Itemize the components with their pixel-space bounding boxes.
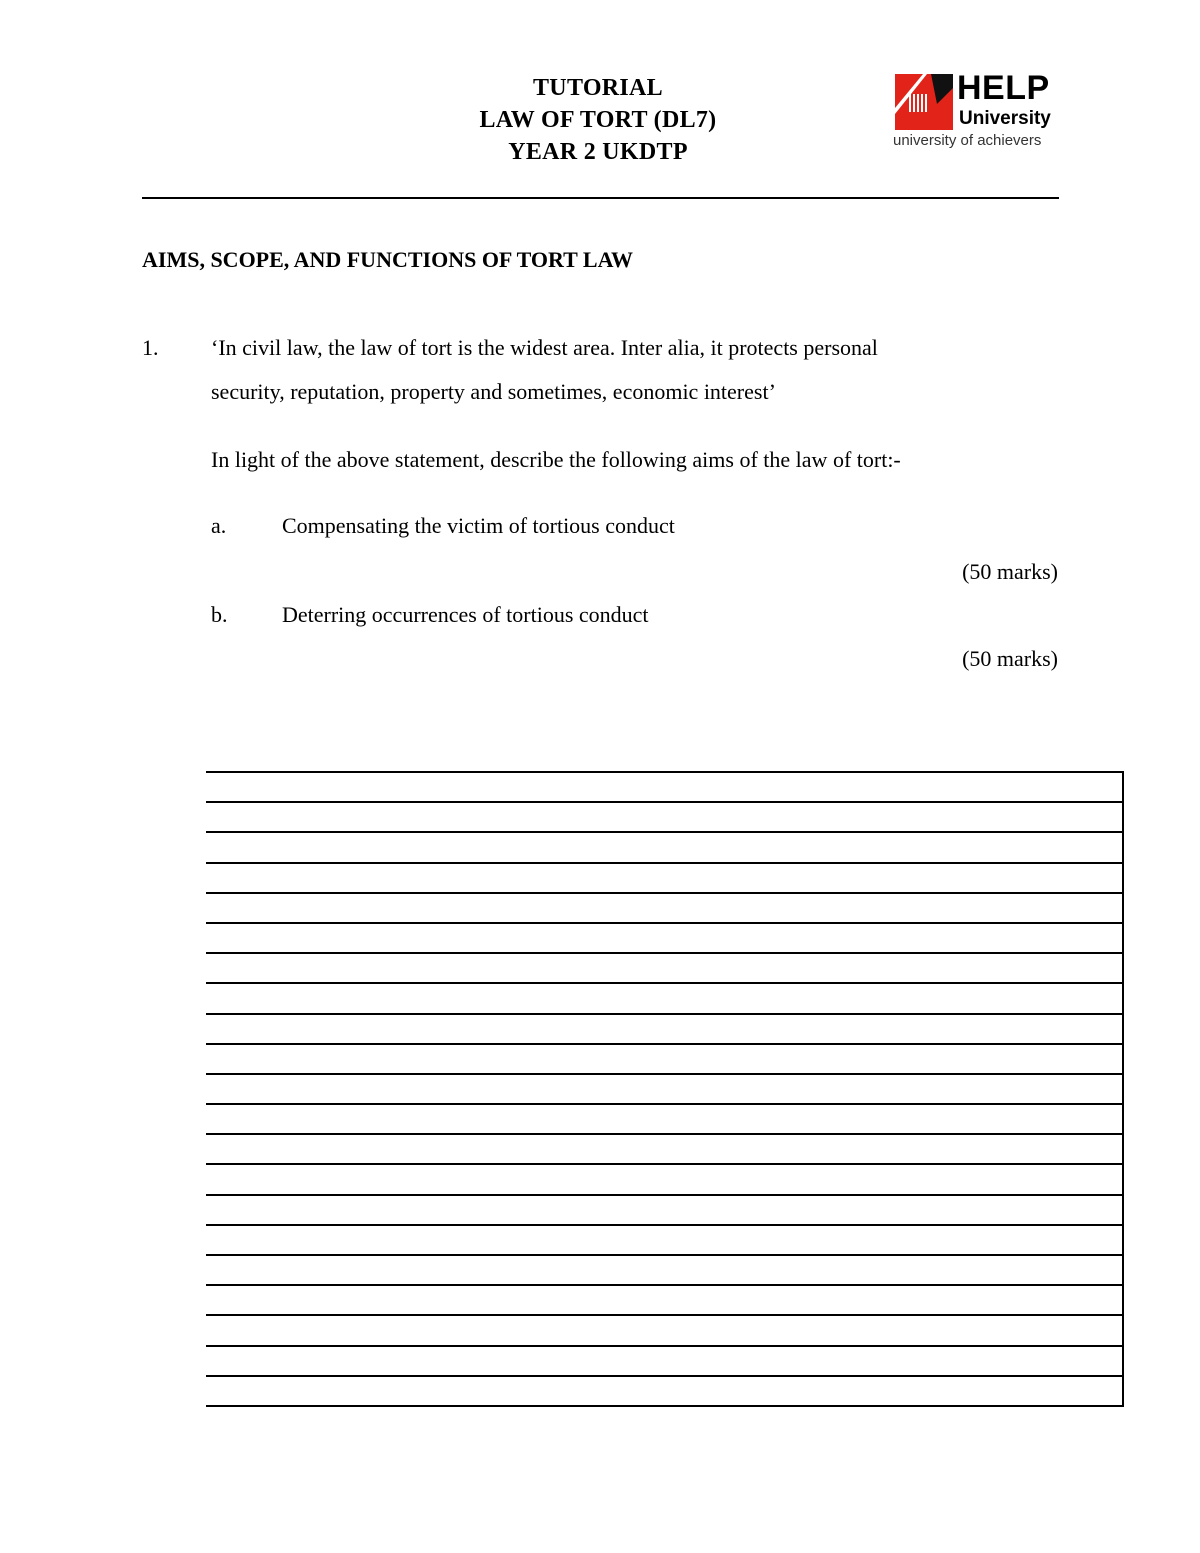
question-quote-line-2: security, reputation, property and sometimes, economic interest’	[211, 379, 776, 404]
header-year: YEAR 2 UKDTP	[508, 139, 688, 165]
logo-brand: HELP	[957, 69, 1050, 107]
item-b-label: b.	[211, 602, 228, 627]
document-header	[400, 72, 796, 168]
item-b-marks: (50 marks)	[962, 646, 1058, 671]
answer-line	[206, 952, 1124, 954]
question-instruction: In light of the above statement, describe the following aims of the law of tort:-	[211, 447, 901, 472]
item-a-text: Compensating the victim of tortious conduct	[282, 513, 675, 538]
answer-line	[206, 982, 1124, 984]
header-course: LAW OF TORT (DL7)	[479, 107, 717, 133]
header-divider	[142, 197, 1059, 199]
question-number: 1.	[142, 335, 159, 360]
answer-line	[206, 1284, 1124, 1286]
answer-line	[206, 862, 1124, 864]
section-title: AIMS, SCOPE, AND FUNCTIONS OF TORT LAW	[142, 247, 634, 272]
question-quote-line-1: ‘In civil law, the law of tort is the widest area. Inter alia, it protects personal	[211, 335, 878, 360]
answer-line	[206, 801, 1124, 803]
answer-line	[206, 1194, 1124, 1196]
answer-line	[206, 1254, 1124, 1256]
answer-line	[206, 1405, 1124, 1407]
item-a-marks: (50 marks)	[962, 559, 1058, 584]
answer-line	[206, 1133, 1124, 1135]
item-a-label: a.	[211, 513, 227, 538]
answer-lines-box[interactable]	[206, 771, 1124, 1407]
answer-line	[206, 1103, 1124, 1105]
item-b-text: Deterring occurrences of tortious conduct	[282, 602, 649, 627]
answer-line	[206, 1073, 1124, 1075]
answer-line	[206, 1224, 1124, 1226]
help-university-logo	[893, 69, 1063, 154]
answer-line	[206, 1345, 1124, 1347]
answer-line	[206, 1043, 1124, 1045]
answer-line	[206, 1314, 1124, 1316]
header-tutorial: TUTORIAL	[533, 75, 663, 101]
logo-tagline: university of achievers	[893, 132, 1042, 149]
answer-line	[206, 831, 1124, 833]
answer-line	[206, 1375, 1124, 1377]
answer-line	[206, 892, 1124, 894]
help-logo-icon	[895, 74, 953, 130]
answer-line	[206, 922, 1124, 924]
answer-line	[206, 1013, 1124, 1015]
logo-subtitle: University	[959, 108, 1051, 129]
answer-line	[206, 771, 1124, 773]
answer-line	[206, 1163, 1124, 1165]
